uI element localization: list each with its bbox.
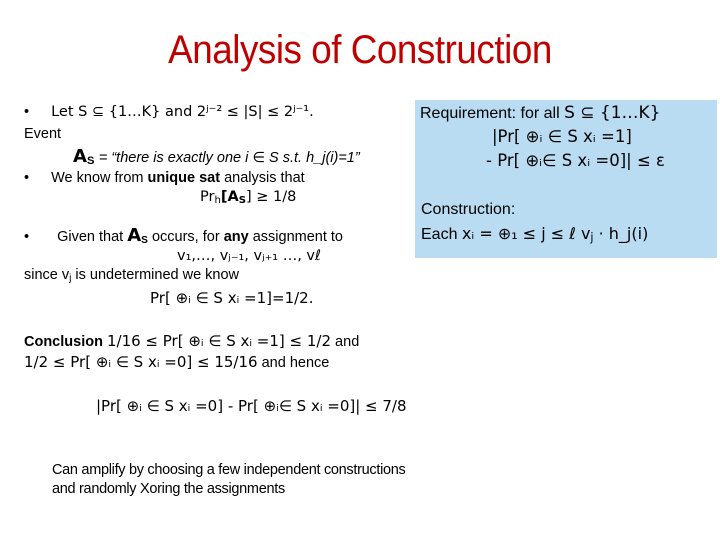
requirement-line-3: - Pr[ ⊕ᵢ∈ S xᵢ =0]| ≤ ε (486, 151, 665, 170)
bullet-1 (24, 104, 314, 120)
bullet-2-bold: unique sat (147, 170, 221, 186)
bullet-3-as: A (127, 225, 142, 246)
bullet-marker: • (24, 104, 30, 120)
construction-pre: Each (421, 226, 462, 243)
variables-list: v₁,…, vⱼ₋₁, vⱼ₊₁ …, vℓ (177, 248, 322, 264)
prh-end: ] ≥ 1/8 (246, 189, 297, 205)
construction-formula-text: xᵢ = ⊕₁ ≤ j ≤ ℓ v (461, 224, 591, 243)
bullet-2-post: analysis that (220, 170, 305, 186)
prh-sub2: S (238, 195, 247, 206)
since-sub: j (69, 273, 72, 284)
event-definition-text: = “there is exactly one i ∈ S s.t. h_j(i)=1” (98, 150, 360, 166)
prh-sub: h (214, 195, 221, 206)
prh-bound (200, 189, 296, 206)
conclusion-line-1 (24, 332, 359, 350)
bullet-3-mid: occurs, for (147, 229, 224, 245)
bullet-3-pre: Given that (57, 229, 128, 245)
construction-formula (421, 224, 648, 244)
construction-end: · h_j(i) (593, 224, 649, 243)
bullet-2-pre: We know from (51, 170, 148, 186)
conclusion-label: Conclusion (24, 334, 107, 350)
conclusion-line-2 (24, 353, 329, 371)
requirement-set: S ⊆ {1…K} (564, 103, 661, 123)
bullet-3 (24, 225, 343, 246)
bullet-marker: • (24, 229, 30, 245)
probability-half: Pr[ ⊕ᵢ ∈ S xᵢ =1]=1/2. (150, 289, 314, 307)
bullet-3-as-sub: S (141, 235, 148, 246)
event-label: Event (24, 126, 62, 142)
prh-text: Pr (200, 189, 215, 205)
conclusion-l1-end: and (331, 334, 360, 350)
event-symbol-sub: S (86, 155, 95, 167)
since-pre: since v (24, 267, 70, 283)
bullet-3-bold: any (223, 229, 249, 245)
slide-title: Analysis of Construction (168, 28, 552, 72)
footer-line-1: Can amplify by choosing a few independent constructions (52, 462, 406, 478)
conclusion-l1: 1/16 ≤ Pr[ ⊕ᵢ ∈ S xᵢ =1] ≤ 1/2 (106, 332, 332, 350)
conclusion-l2-end: and hence (257, 355, 330, 371)
construction-sub: j (590, 231, 594, 244)
footer-line-2: and randomly Xoring the assignments (52, 481, 285, 497)
requirement-line (420, 103, 661, 123)
event-definition (73, 146, 360, 167)
requirement-line-2: |Pr[ ⊕ᵢ ∈ S xᵢ =1] (492, 127, 632, 146)
construction-label: Construction: (421, 201, 516, 218)
conclusion-line-3: |Pr[ ⊕ᵢ ∈ S xᵢ =0] - Pr[ ⊕ᵢ∈ S xᵢ =0]| ≤ 7/8 (96, 397, 407, 415)
event-symbol: A (73, 146, 87, 167)
requirement-label: Requirement: for all (420, 105, 565, 122)
bullet-3-post: assignment to (248, 229, 343, 245)
bullet-1-text: Let S ⊆ {1…K} and 2ʲ⁻² ≤ |S| ≤ 2ʲ⁻¹. (51, 104, 314, 120)
prh-rest: [A (220, 189, 239, 205)
since-line (24, 267, 239, 284)
since-post: is undetermined we know (71, 267, 240, 283)
conclusion-l2: 1/2 ≤ Pr[ ⊕ᵢ ∈ S xᵢ =0] ≤ 15/16 (24, 353, 258, 371)
bullet-marker: • (24, 170, 30, 186)
bullet-2 (24, 170, 305, 186)
